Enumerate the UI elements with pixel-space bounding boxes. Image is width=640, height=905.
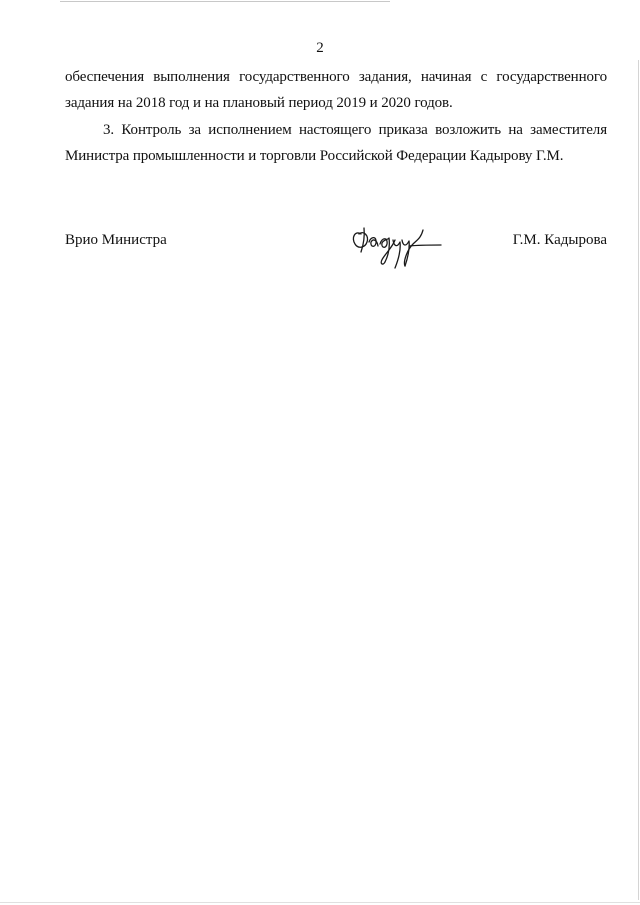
paragraph-line: обеспечения выполнения государственного задания, начиная с государственного <box>65 69 607 85</box>
handwritten-signature <box>347 216 443 272</box>
signer-position-title: Врио Министра <box>65 232 167 248</box>
scan-edge-right <box>638 60 639 900</box>
scan-edge-bottom <box>0 902 640 903</box>
paragraph-line: 3. Контроль за исполнением настоящего приказа возложить на заместителя <box>103 122 607 138</box>
page-number: 2 <box>316 40 324 56</box>
signer-name: Г.М. Кадырова <box>512 232 607 248</box>
scan-edge-top <box>60 1 390 2</box>
paragraph-line: задания на 2018 год и на плановый период 2019 и 2020 годов. <box>65 95 453 111</box>
signature-block <box>65 228 607 268</box>
paragraph-line: Министра промышленности и торговли Российской Федерации Кадырову Г.М. <box>65 148 564 164</box>
paragraph-continuation <box>65 64 607 116</box>
paragraph-item-3 <box>65 117 607 169</box>
